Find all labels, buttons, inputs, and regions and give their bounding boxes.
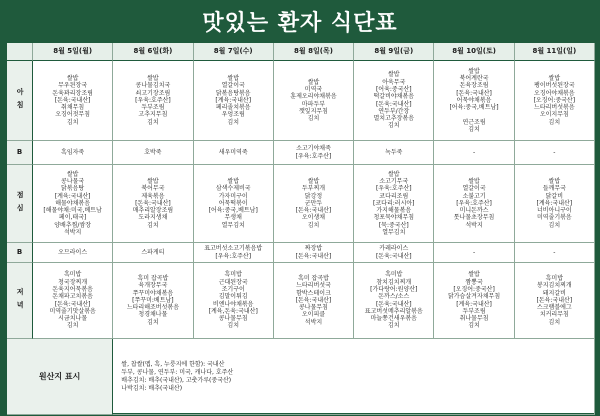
row-label-snack_b2 bbox=[7, 243, 33, 263]
origin-note: [돈육:국내산] bbox=[295, 252, 332, 260]
row-label-text: B bbox=[16, 147, 23, 156]
row-label-text: 아침 bbox=[16, 87, 25, 114]
menu-item: 열갈이국 bbox=[221, 82, 245, 90]
menu-item: 어묵야채볶음 bbox=[456, 96, 492, 104]
menu-item: [해물야채:미국,베트남 bbox=[43, 207, 102, 215]
row-label-text: B bbox=[16, 247, 23, 256]
menu-item: 흑미밥 bbox=[63, 271, 82, 279]
snack-cell bbox=[434, 243, 514, 263]
menu-item: 미역줄기볶음 bbox=[536, 214, 572, 222]
menu-item: 미역줄기맛살볶음 bbox=[49, 307, 96, 315]
menu-item: 김치 bbox=[147, 118, 159, 126]
menu-item: 소고기야채죽 bbox=[296, 145, 331, 153]
menu-item: 훈제오리야채볶음 bbox=[290, 93, 337, 101]
day-header: 8월 7일(수) bbox=[194, 43, 274, 61]
menu-item: 닭볶음탕볶음 bbox=[215, 89, 251, 97]
menu-item: 취채무침 bbox=[61, 104, 85, 112]
menu-item: [돈육:국내산] bbox=[375, 300, 412, 308]
menu-item: 무우된장국 bbox=[58, 82, 88, 90]
menu-item: 느타리해조버섯볶음 bbox=[126, 304, 179, 312]
menu-item: 새우미역죽 bbox=[218, 148, 248, 156]
menu-item: 김치 bbox=[227, 322, 239, 330]
row-label-text: 점심 bbox=[16, 190, 25, 217]
menu-item: 가지해물볶음 bbox=[376, 207, 412, 215]
menu-item: 아욱무국 bbox=[382, 78, 406, 86]
menu-item: 쌀밥 bbox=[468, 67, 480, 75]
menu-item: 소불고기 bbox=[462, 192, 486, 200]
menu-item: 흑미 잡곡밥 bbox=[137, 274, 169, 282]
menu-item: 쌀밥 bbox=[227, 177, 239, 185]
day-header: 8월 8일(목) bbox=[274, 43, 354, 61]
menu-item: 김치 bbox=[66, 118, 79, 126]
breakfast-cell bbox=[33, 61, 113, 141]
menu-item: 느타리버섯국 bbox=[296, 282, 331, 290]
menu-item: 무생채 bbox=[224, 214, 242, 222]
menu-item: 콩나물무침 bbox=[218, 315, 248, 323]
menu-item: 오징어야채볶음 bbox=[534, 89, 575, 97]
menu-item: 청포묵야채무침 bbox=[373, 214, 415, 222]
menu-item: 오이피클 bbox=[301, 311, 326, 319]
menu-item: 팽이버섯된장국 bbox=[534, 82, 575, 90]
row-label-snack_b bbox=[7, 141, 33, 165]
origin-note: [돈육:국내산] bbox=[375, 252, 412, 260]
menu-item: 함박스테이크 bbox=[296, 289, 331, 297]
menu-item: 카레라이스 bbox=[379, 245, 409, 253]
day-header: 8월 6일(화) bbox=[113, 43, 193, 61]
origin-label: 원산지 표시 bbox=[7, 339, 113, 415]
menu-item: 닭볶음탕 bbox=[61, 185, 85, 193]
menu-item: 취나물무침 bbox=[459, 315, 489, 323]
menu-item: 미역국 bbox=[304, 85, 323, 93]
menu-item: 흑미밥 bbox=[224, 271, 242, 279]
menu-item: 청경채나물 bbox=[138, 311, 168, 319]
menu-item: 도라지생채 bbox=[138, 214, 168, 222]
menu-item: 김치 bbox=[387, 322, 400, 330]
snack-cell bbox=[354, 141, 434, 165]
snack-cell bbox=[194, 141, 274, 165]
row-label-breakfast bbox=[7, 61, 33, 141]
menu-item: 열무김치 bbox=[221, 221, 245, 229]
menu-item: 돈육장조림 bbox=[459, 82, 489, 90]
menu-item: 오이생채 bbox=[301, 214, 326, 222]
dinner-cell bbox=[274, 263, 354, 339]
menu-item: 쌀밥 bbox=[548, 74, 561, 82]
menu-table bbox=[6, 42, 596, 414]
page-title: 맛있는 환자 식단표 bbox=[202, 10, 398, 36]
menu-item: 우엉조림 bbox=[221, 111, 245, 119]
menu-item: 조기구이 bbox=[221, 285, 245, 293]
menu-item: 김치 bbox=[548, 318, 561, 326]
menu-item: 참치김치찌개 bbox=[376, 278, 412, 286]
menu-item: 돼지갈비 bbox=[542, 289, 566, 297]
origin-line: 쌀, 찹쌀(멥, 흑, 누룽지에 한함): 국내산 bbox=[121, 360, 225, 368]
breakfast-cell bbox=[434, 61, 514, 141]
menu-item: 쌀밥 bbox=[307, 177, 320, 185]
menu-item: 육개장무국 bbox=[138, 282, 168, 290]
menu-item: 흑미밥 bbox=[545, 274, 564, 282]
menu-item: [돈육:국내산] bbox=[54, 96, 91, 104]
menu-item: 페리졸치볶음 bbox=[215, 104, 251, 112]
breakfast-cell bbox=[354, 61, 434, 141]
dinner-cell bbox=[113, 263, 193, 339]
menu-item: 김치 bbox=[387, 122, 400, 130]
origin-note: [우육:호주산] bbox=[295, 152, 332, 160]
menu-item: 콩나물김치국 bbox=[135, 82, 171, 90]
menu-item: 짬뽕국 bbox=[465, 278, 483, 286]
menu-item: 연근조림 bbox=[462, 118, 486, 126]
menu-item: 쌀밥 bbox=[307, 78, 320, 86]
menu-item: 석박지 bbox=[63, 229, 82, 237]
menu-item: 미니돈까스 bbox=[459, 207, 489, 215]
menu-item: 짜장밥 bbox=[304, 245, 323, 253]
menu-item: [돈육:국내산] bbox=[536, 296, 573, 304]
menu-item: 근대된장국 bbox=[218, 278, 248, 286]
menu-item: 코다리조림 bbox=[379, 192, 409, 200]
menu-item: 오징어젓무침 bbox=[55, 111, 91, 119]
menu-item: 군만두 bbox=[304, 199, 323, 207]
menu-item: - bbox=[553, 248, 556, 256]
menu-item: [오징어:중국산] bbox=[453, 285, 495, 293]
lunch-cell bbox=[274, 165, 354, 243]
menu-item: 가자미구이 bbox=[218, 192, 248, 200]
lunch-cell bbox=[515, 165, 595, 243]
menu-item: [계육:국내산] bbox=[215, 96, 252, 104]
menu-item: 돈까스/소스 bbox=[378, 293, 410, 301]
menu-item: 쌀밥 bbox=[387, 71, 400, 79]
menu-item: 깻잎지무침 bbox=[299, 107, 328, 115]
lunch-cell bbox=[354, 165, 434, 243]
menu-item: [돈육:국내산] bbox=[375, 100, 412, 108]
menu-item: 쭈꾸미야채볶음 bbox=[132, 289, 174, 297]
menu-item: 오므라이스 bbox=[58, 248, 88, 256]
menu-item bbox=[473, 111, 475, 118]
menu-item: 쌀밥 bbox=[548, 177, 561, 185]
menu-item: 느타리버섯볶음 bbox=[534, 104, 575, 112]
menu-item: [돈육:국내산] bbox=[54, 300, 91, 308]
menu-item: 마파두부 bbox=[301, 100, 326, 108]
menu-item: 제육볶음 bbox=[141, 192, 165, 200]
row-label-dinner bbox=[7, 263, 33, 339]
menu-item: 흑미밥 bbox=[385, 271, 403, 279]
menu-item: 김치 bbox=[227, 118, 239, 126]
menu-item: 오이지무침 bbox=[539, 111, 569, 119]
menu-item: 콩나물국 bbox=[61, 177, 85, 185]
menu-item: 연두부/간장 bbox=[378, 107, 410, 115]
breakfast-cell bbox=[515, 61, 595, 141]
menu-item: 김말이튀김 bbox=[218, 293, 248, 301]
day-header: 8월 9일(금) bbox=[354, 43, 434, 61]
snack-cell bbox=[33, 243, 113, 263]
menu-item: 치커리무침 bbox=[539, 311, 569, 319]
menu-item: [어육:중국,베트남] bbox=[449, 104, 499, 112]
menu-item: 들깨무국 bbox=[542, 185, 566, 193]
menu-item: 고추지무침 bbox=[138, 111, 168, 119]
menu-item: 열무김치 bbox=[382, 229, 406, 237]
origin-line: 나박김치: 배추(국내산) bbox=[121, 384, 183, 392]
menu-item: 두부조림 bbox=[462, 307, 486, 315]
lunch-cell bbox=[113, 165, 193, 243]
snack-cell bbox=[113, 243, 193, 263]
origin-note: [우육:호주산] bbox=[215, 252, 252, 260]
snack-cell bbox=[515, 141, 595, 165]
breakfast-cell bbox=[194, 61, 274, 141]
menu-item: 김치 bbox=[147, 221, 159, 229]
menu-item: [계육,돈육:국내산] bbox=[208, 307, 258, 315]
menu-item: 스파게티 bbox=[141, 248, 165, 256]
menu-item: 해물야채볶음 bbox=[55, 199, 91, 207]
menu-item: [돈육:국내산] bbox=[135, 199, 171, 207]
menu-item: 석박지 bbox=[304, 318, 323, 326]
origin-text bbox=[113, 339, 595, 415]
menu-item: 북어계란국 bbox=[459, 74, 489, 82]
menu-item: [우육:호주산] bbox=[375, 185, 412, 193]
menu-item: 떡갈비야채볶음 bbox=[373, 93, 415, 101]
menu-item: - bbox=[472, 148, 476, 156]
menu-item: - bbox=[472, 248, 476, 256]
breakfast-cell bbox=[274, 61, 354, 141]
snack-cell bbox=[194, 243, 274, 263]
day-header: 8월 5일(월) bbox=[33, 43, 113, 61]
menu-item: [코다리:러시아] bbox=[373, 199, 415, 207]
menu-item: 쌀밥 bbox=[66, 170, 79, 178]
dinner-cell bbox=[515, 263, 595, 339]
menu-item: [계육:국내산] bbox=[54, 192, 91, 200]
menu-item: [오징어:중국산] bbox=[533, 96, 576, 104]
menu-item: 김치 bbox=[307, 115, 320, 123]
menu-item: 닭갈비 bbox=[545, 192, 564, 200]
menu-item: [우육:호주산] bbox=[456, 199, 492, 207]
menu-item: 비엔나야채볶음 bbox=[212, 300, 254, 308]
menu-item: 쌀밥 bbox=[468, 271, 480, 279]
day-header: 8월 10일(토) bbox=[434, 43, 514, 61]
menu-item: - bbox=[553, 148, 556, 156]
breakfast-cell bbox=[113, 61, 193, 141]
menu-item: [우육:호주산] bbox=[135, 96, 171, 104]
menu-item: 톳나물초장무침 bbox=[453, 214, 495, 222]
origin-line: 두부, 콩나물, 연두부: 미국, 캐나다, 호주산 bbox=[121, 368, 234, 376]
menu-item: 김치 bbox=[548, 118, 561, 126]
menu-item: 콩나물무침 bbox=[299, 304, 328, 312]
menu-item: 돈육지어묵볶음 bbox=[52, 285, 93, 293]
menu-item: 김치 bbox=[307, 221, 320, 229]
day-header: 8월 11일(일) bbox=[515, 43, 595, 61]
menu-item: 소고기무국 bbox=[379, 177, 409, 185]
menu-item: 표고버섯메추리알볶음 bbox=[364, 307, 423, 315]
snack-cell bbox=[434, 141, 514, 165]
dinner-cell bbox=[194, 263, 274, 339]
menu-item: 쌀밥 bbox=[387, 170, 400, 178]
menu-item: [가다랑어:원양산] bbox=[370, 285, 418, 293]
snack-cell bbox=[274, 141, 354, 165]
row-label-text: 저녁 bbox=[16, 287, 25, 314]
menu-item: 삼색수제비국 bbox=[215, 185, 251, 193]
menu-item: 흑미 잡곡밥 bbox=[298, 274, 329, 282]
menu-item: [계육:국내산] bbox=[456, 300, 492, 308]
menu-item: 김치 bbox=[548, 221, 561, 229]
menu-item: [돈육:국내산] bbox=[295, 296, 332, 304]
menu-item: [돈육:국내산] bbox=[456, 89, 492, 97]
lunch-cell bbox=[434, 165, 514, 243]
menu-item: 두부조림 bbox=[141, 104, 165, 112]
menu-item: [묵:중국산] bbox=[378, 221, 409, 229]
snack-cell bbox=[274, 243, 354, 263]
menu-item: 쇠고기장조림 bbox=[135, 89, 171, 97]
menu-item: 페이,태국] bbox=[58, 214, 87, 222]
menu-item: [어육:중국산] bbox=[375, 85, 412, 93]
menu-item: 스크램블에그 bbox=[536, 304, 572, 312]
dinner-cell bbox=[33, 263, 113, 339]
snack-cell bbox=[515, 243, 595, 263]
menu-item: 김치 bbox=[66, 322, 79, 330]
menu-item: 멸치고추장볶음 bbox=[373, 115, 415, 123]
menu-item: 마늘쫑건새우볶음 bbox=[370, 315, 417, 323]
menu-item: 두부찌개 bbox=[301, 185, 326, 193]
row-label-lunch bbox=[7, 165, 33, 243]
menu-item: 쌀밥 bbox=[227, 74, 239, 82]
dinner-cell bbox=[434, 263, 514, 339]
menu-item: 닭강정 bbox=[304, 192, 323, 200]
snack-cell bbox=[113, 141, 193, 165]
snack-cell bbox=[354, 243, 434, 263]
menu-item: 열갈이국 bbox=[462, 185, 486, 193]
snack-cell bbox=[33, 141, 113, 165]
menu-item: 쌀밥 bbox=[66, 74, 79, 82]
menu-item: 봉지김치찌개 bbox=[536, 282, 572, 290]
menu-item: 김치 bbox=[147, 318, 159, 326]
menu-item: 어묵떡볶이 bbox=[218, 199, 248, 207]
menu-item: 표고버섯소고기볶음밥 bbox=[204, 245, 263, 253]
menu-item: 녹두죽 bbox=[385, 148, 403, 156]
header-corner bbox=[7, 43, 33, 61]
menu-item: [계육:국내산] bbox=[536, 199, 573, 207]
menu-item: [쭈꾸미:베트남] bbox=[132, 296, 174, 304]
lunch-cell bbox=[194, 165, 274, 243]
menu-item: 김치 bbox=[468, 126, 480, 134]
menu-item: 청국장찌개 bbox=[58, 278, 88, 286]
menu-item: 호박죽 bbox=[144, 148, 162, 156]
menu-item: 너비아니구이 bbox=[536, 207, 572, 215]
origin-line: 배추김치: 배추(국내산), 고춧가루(중국산) bbox=[121, 376, 232, 384]
dinner-cell bbox=[354, 263, 434, 339]
menu-item: 닭가슴살겨자채무침 bbox=[447, 293, 501, 301]
menu-item: 김치 bbox=[468, 322, 480, 330]
menu-item: 석박지 bbox=[465, 221, 483, 229]
menu-item: 북어무국 bbox=[141, 185, 165, 193]
menu-item: 돈육꽈리장조림 bbox=[52, 89, 93, 97]
menu-item: 흑임자죽 bbox=[61, 148, 85, 156]
menu-item: 쌀밥 bbox=[147, 74, 159, 82]
menu-item: [어육:중국,베트남] bbox=[208, 207, 258, 215]
menu-item: 양배추찜/쌈장 bbox=[54, 221, 92, 229]
lunch-cell bbox=[33, 165, 113, 243]
menu-item: 돈채파고치볶음 bbox=[52, 293, 93, 301]
menu-item: 쌀밥 bbox=[147, 177, 159, 185]
menu-item: 쌀밥 bbox=[468, 177, 480, 185]
menu-item: 매추리알장조림 bbox=[132, 207, 174, 215]
menu-item: 시금치나물 bbox=[58, 315, 88, 323]
menu-item: [돈육:국내산] bbox=[295, 207, 332, 215]
